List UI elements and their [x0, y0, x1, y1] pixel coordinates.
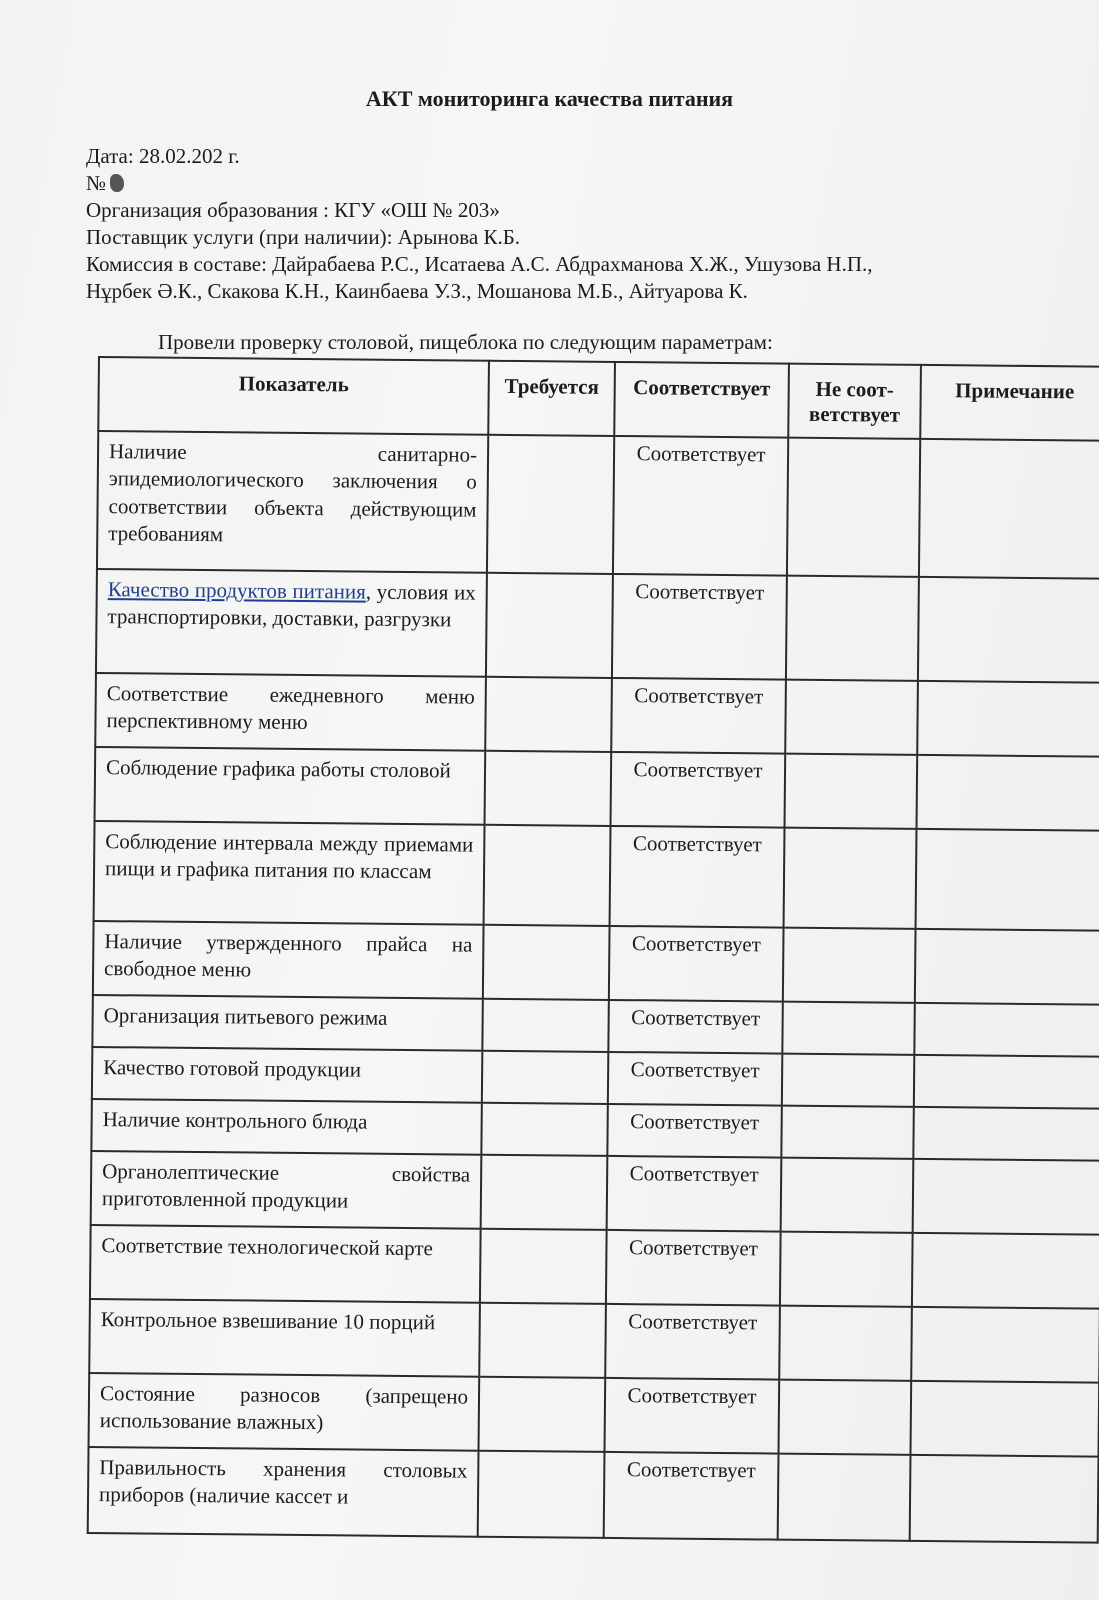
table-row	[95, 673, 1099, 757]
handwritten-number-mark	[110, 174, 124, 192]
not-complies-cell	[779, 1306, 912, 1381]
indicator-cell: Организация питьевого режима	[92, 995, 482, 1051]
not-complies-cell	[780, 1232, 913, 1307]
table-row	[91, 1151, 1099, 1235]
complies-cell: Соответствует	[604, 1452, 779, 1540]
header-not-complies: Не соот- ветствует	[788, 364, 921, 439]
table-row	[93, 921, 1099, 1005]
not-complies-cell	[782, 1002, 914, 1055]
required-cell	[486, 573, 613, 678]
required-cell	[481, 1155, 608, 1230]
complies-cell: Соответствует	[606, 1230, 781, 1306]
table-row	[89, 1373, 1099, 1457]
indicator-cell: Состояние разносов (запрещено использование влажных)	[89, 1373, 480, 1451]
table-row	[88, 1447, 1099, 1543]
required-cell	[480, 1229, 607, 1304]
commission-line-2: Нұрбек Ә.К., Скакова К.Н., Каинбаева У.З., Мошанова М.Б., Айтуарова К.	[86, 279, 748, 303]
indicator-cell: Соблюдение интервала между приемами пищи и графика питания по классам	[94, 821, 485, 925]
required-cell	[487, 435, 614, 574]
not-complies-cell	[784, 828, 917, 929]
table-row	[91, 1099, 1099, 1161]
table-row	[96, 569, 1099, 683]
table-row	[92, 995, 1099, 1057]
complies-cell: Соответствует	[608, 1000, 782, 1054]
note-cell	[914, 1055, 1099, 1109]
table-row	[94, 821, 1099, 931]
header-complies: Соответствует	[614, 362, 789, 438]
complies-cell: Соответствует	[610, 826, 785, 928]
indicator-cell: Правильность хранения столовых приборов (наличие кассет и	[88, 1447, 479, 1537]
note-cell	[912, 1233, 1099, 1309]
table-row	[89, 1299, 1099, 1383]
header-note: Примечание	[920, 365, 1099, 441]
not-complies-cell	[785, 754, 918, 829]
note-cell	[910, 1455, 1099, 1543]
complies-cell: Соответствует	[607, 1156, 782, 1232]
required-cell	[482, 999, 608, 1052]
complies-cell: Соответствует	[608, 1052, 782, 1106]
indicator-cell: Соответствие ежедневного меню перспективному меню	[95, 673, 486, 751]
not-complies-cell	[778, 1454, 911, 1541]
commission-line-1: Комиссия в составе: Дайрабаева Р.С., Исатаева А.С. Абдрахманова Х.Ж., Ушузова Н.П.,	[86, 252, 873, 276]
table-row	[95, 747, 1099, 831]
number-label: №	[86, 171, 107, 195]
table-row	[92, 1047, 1099, 1109]
indicator-cell: Контрольное взвешивание 10 порций	[89, 1299, 480, 1377]
complies-cell: Соответствует	[612, 574, 787, 680]
note-cell	[911, 1307, 1099, 1383]
required-cell	[478, 1451, 605, 1538]
required-cell	[485, 751, 612, 826]
not-complies-cell	[781, 1158, 914, 1233]
note-cell	[918, 577, 1099, 683]
intro-text: Провели проверку столовой, пищеблока по следующим параметрам:	[158, 330, 773, 354]
note-cell	[913, 1159, 1099, 1235]
note-cell	[916, 755, 1099, 831]
complies-cell: Соответствует	[611, 678, 786, 754]
document-title: АКТ мониторинга качества питания	[365, 86, 734, 111]
not-complies-cell	[783, 928, 916, 1003]
not-complies-cell	[785, 680, 918, 755]
required-cell	[483, 925, 610, 1000]
table-header-row	[98, 357, 1099, 441]
indicator-cell: Органолептические свойства приготовленной продукции	[91, 1151, 482, 1229]
monitoring-table	[87, 356, 1099, 1544]
note-cell	[915, 929, 1099, 1005]
complies-cell: Соответствует	[605, 1378, 780, 1454]
table-row	[97, 431, 1099, 579]
indicator-cell: Наличие санитарно-эпидемиологического заключения о соответствии объекта действующим требованиям	[97, 431, 488, 573]
not-complies-cell	[786, 576, 919, 681]
not-complies-cell	[782, 1054, 914, 1107]
complies-cell: Соответствует	[605, 1304, 780, 1380]
complies-cell: Соответствует	[609, 926, 784, 1002]
indicator-cell: Наличие утвержденного прайса на свободное меню	[93, 921, 484, 999]
date-line: Дата: 28.02.202 г.	[86, 144, 240, 168]
complies-cell: Соответствует	[613, 436, 788, 576]
required-cell	[479, 1377, 606, 1452]
supplier-line: Поставщик услуги (при наличии): Арынова К.Б.	[86, 225, 521, 249]
note-cell	[914, 1003, 1099, 1057]
number-line	[86, 171, 124, 196]
required-cell	[479, 1303, 606, 1378]
required-cell	[481, 1103, 607, 1156]
required-cell	[484, 825, 611, 926]
note-cell	[916, 829, 1099, 931]
required-cell	[485, 677, 612, 752]
indicator-cell: Качество продуктов питания, условия их транспортировки, доставки, разгрузки	[96, 569, 487, 677]
indicator-cell: Соответствие технологической карте	[90, 1225, 481, 1303]
not-complies-cell	[787, 438, 920, 577]
header-indicator: Показатель	[98, 357, 489, 435]
header-required: Требуется	[488, 361, 615, 436]
organization-line: Организация образования : КГУ «ОШ № 203»	[86, 198, 500, 222]
indicator-cell: Наличие контрольного блюда	[91, 1099, 481, 1155]
not-complies-cell	[778, 1380, 911, 1455]
complies-cell: Соответствует	[611, 752, 786, 828]
required-cell	[482, 1051, 608, 1104]
not-complies-cell	[781, 1106, 913, 1159]
note-cell	[910, 1381, 1099, 1457]
indicator-cell: Качество готовой продукции	[92, 1047, 482, 1103]
table-row	[90, 1225, 1099, 1309]
indicator-link[interactable]: Качество продуктов питания	[107, 577, 366, 604]
complies-cell: Соответствует	[607, 1104, 781, 1158]
note-cell	[913, 1107, 1099, 1161]
indicator-cell: Соблюдение графика работы столовой	[95, 747, 486, 825]
note-cell	[919, 439, 1099, 579]
note-cell	[917, 681, 1099, 757]
